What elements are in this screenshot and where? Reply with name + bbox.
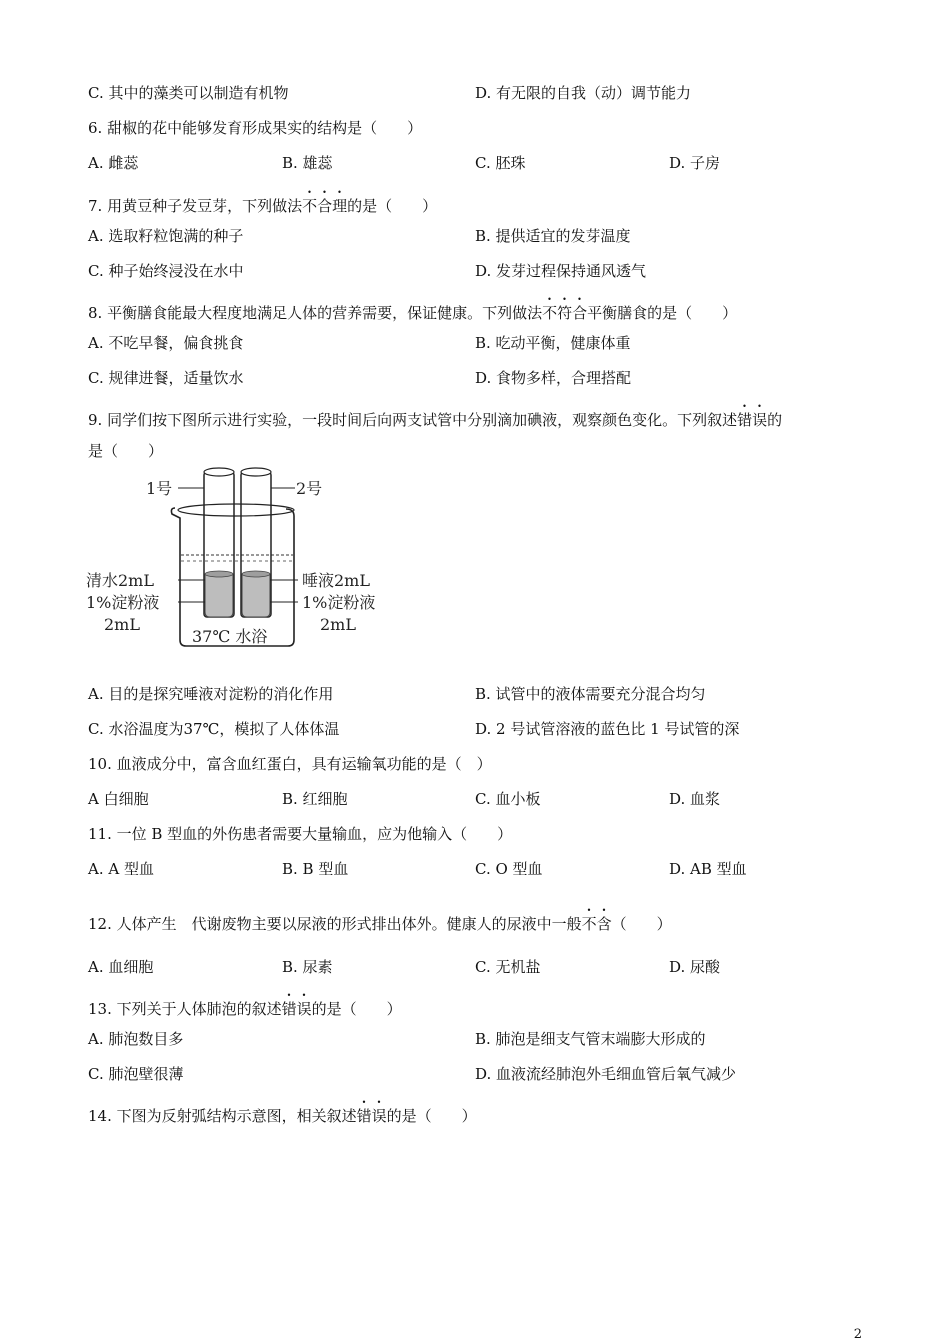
q6-option-c: C. 胚珠 bbox=[475, 154, 526, 172]
q13-stem-post: 的是（ ） bbox=[311, 1000, 402, 1018]
right-label-1: 唾液2mL bbox=[302, 571, 370, 590]
q10-option-d: D. 血浆 bbox=[669, 790, 721, 808]
q10-stem: 10. 血液成分中，富含血红蛋白，具有运输氧功能的是（ ） bbox=[88, 755, 492, 773]
q10-option-c: C. 血小板 bbox=[475, 790, 541, 808]
q12-option-d: D. 尿酸 bbox=[669, 958, 721, 976]
q6-stem: 6. 甜椒的花中能够发育形成果实的结构是（ ） bbox=[88, 119, 423, 137]
q12-stem-post: （ ） bbox=[611, 915, 672, 933]
q13-stem-pre: 13. 下列关于人体肺泡的叙述 bbox=[88, 1000, 282, 1018]
q12-option-a: A. 血细胞 bbox=[88, 958, 154, 976]
q13-option-c: C. 肺泡壁很薄 bbox=[88, 1065, 184, 1083]
q8-stem-emphasis: 不符合 bbox=[542, 304, 588, 322]
q13-option-b: B. 肺泡是细支气管末端膨大形成的 bbox=[475, 1030, 706, 1048]
q7-option-c: C. 种子始终浸没在水中 bbox=[88, 262, 244, 280]
water-bath-diagram bbox=[80, 462, 400, 662]
q12-stem-pre: 12. 人体产生 代谢废物主要以尿液的形式排出体外。健康人的尿液中一般 bbox=[88, 915, 582, 933]
q9-stem bbox=[88, 402, 782, 430]
left-label-1: 清水2mL bbox=[86, 571, 154, 590]
q9-stem-pre: 9. 同学们按下图所示进行实验，一段时间后向两支试管中分别滴加碘液，观察颜色变化。下列叙述 bbox=[88, 411, 738, 429]
q7-stem bbox=[88, 188, 437, 216]
left-label-3: 2mL bbox=[104, 615, 140, 634]
q8-stem-pre: 8. 平衡膳食能最大程度地满足人体的营养需要，保证健康。下列做法 bbox=[88, 304, 543, 322]
q7-option-d: D. 发芽过程保持通风透气 bbox=[475, 262, 647, 280]
q14-stem-pre: 14. 下图为反射弧结构示意图，相关叙述 bbox=[88, 1107, 357, 1125]
q9-experiment-figure bbox=[80, 462, 400, 666]
q9-stem-line2: 是（ ） bbox=[88, 442, 164, 460]
q9-option-b: B. 试管中的液体需要充分混合均匀 bbox=[475, 685, 706, 703]
tube2-label: 2号 bbox=[296, 479, 323, 498]
right-label-3: 2mL bbox=[320, 615, 356, 634]
test-tube-2-mouth bbox=[241, 468, 271, 476]
q8-option-d: D. 食物多样，合理搭配 bbox=[475, 369, 632, 387]
q8-option-c: C. 规律进餐，适量饮水 bbox=[88, 369, 244, 387]
water-bath-label: 37℃ 水浴 bbox=[192, 627, 268, 646]
q8-option-b: B. 吃动平衡，健康体重 bbox=[475, 334, 631, 352]
q9-stem-emphasis: 错误 bbox=[737, 411, 768, 429]
q13-stem-emphasis: 错误 bbox=[281, 1000, 312, 1018]
q12-option-c: C. 无机盐 bbox=[475, 958, 541, 976]
right-label-2: 1%淀粉液 bbox=[302, 593, 376, 612]
test-tube-1-liquid bbox=[205, 574, 233, 617]
q13-stem bbox=[88, 991, 402, 1019]
q9-option-c: C. 水浴温度为37℃，模拟了人体体温 bbox=[88, 720, 340, 738]
q11-option-c: C. O 型血 bbox=[475, 860, 543, 878]
test-tube-2-liquid bbox=[242, 574, 270, 617]
q12-option-b: B. 尿素 bbox=[282, 958, 333, 976]
q5-option-c: C. 其中的藻类可以制造有机物 bbox=[88, 84, 289, 102]
q6-option-a: A. 雌蕊 bbox=[88, 154, 139, 172]
q5-option-d: D. 有无限的自我（动）调节能力 bbox=[475, 84, 692, 102]
q8-stem-post: 平衡膳食的是（ ） bbox=[587, 304, 738, 322]
page-number: 2 bbox=[853, 1327, 862, 1342]
q7-option-b: B. 提供适宜的发芽温度 bbox=[475, 227, 631, 245]
q12-stem bbox=[88, 906, 672, 934]
q11-option-d: D. AB 型血 bbox=[669, 860, 747, 878]
q10-option-a: A 白细胞 bbox=[88, 790, 149, 808]
q9-stem-post: 的 bbox=[767, 411, 783, 429]
tube1-label: 1号 bbox=[146, 479, 173, 498]
q11-option-a: A. A 型血 bbox=[88, 860, 154, 878]
q14-stem-post: 的是（ ） bbox=[386, 1107, 477, 1125]
q13-option-a: A. 肺泡数目多 bbox=[88, 1030, 184, 1048]
q9-option-d: D. 2 号试管溶液的蓝色比 1 号试管的深 bbox=[475, 720, 740, 738]
beaker-rim bbox=[178, 504, 294, 516]
q8-stem bbox=[88, 295, 737, 323]
q7-option-a: A. 选取籽粒饱满的种子 bbox=[88, 227, 244, 245]
q11-stem: 11. 一位 B 型血的外伤患者需要大量输血，应为他输入（ ） bbox=[88, 825, 513, 843]
q6-option-d: D. 子房 bbox=[669, 154, 721, 172]
q11-option-b: B. B 型血 bbox=[282, 860, 349, 878]
q10-option-b: B. 红细胞 bbox=[282, 790, 348, 808]
q7-stem-pre: 7. 用黄豆种子发豆芽，下列做法 bbox=[88, 197, 303, 215]
q7-stem-post: 的是（ ） bbox=[347, 197, 438, 215]
q13-option-d: D. 血液流经肺泡外毛细血管后氧气减少 bbox=[475, 1065, 737, 1083]
q14-stem-emphasis: 错误 bbox=[356, 1107, 387, 1125]
q6-option-b: B. 雄蕊 bbox=[282, 154, 333, 172]
left-label-2: 1%淀粉液 bbox=[86, 593, 160, 612]
test-tube-2-liquid-surface bbox=[242, 571, 270, 577]
q14-stem bbox=[88, 1098, 477, 1126]
q9-option-a: A. 目的是探究唾液对淀粉的消化作用 bbox=[88, 685, 334, 703]
q12-stem-emphasis: 不含 bbox=[581, 915, 612, 933]
test-tube-1-liquid-surface bbox=[205, 571, 233, 577]
test-tube-1-mouth bbox=[204, 468, 234, 476]
q8-option-a: A. 不吃早餐，偏食挑食 bbox=[88, 334, 244, 352]
q7-stem-emphasis: 不合理 bbox=[302, 197, 348, 215]
